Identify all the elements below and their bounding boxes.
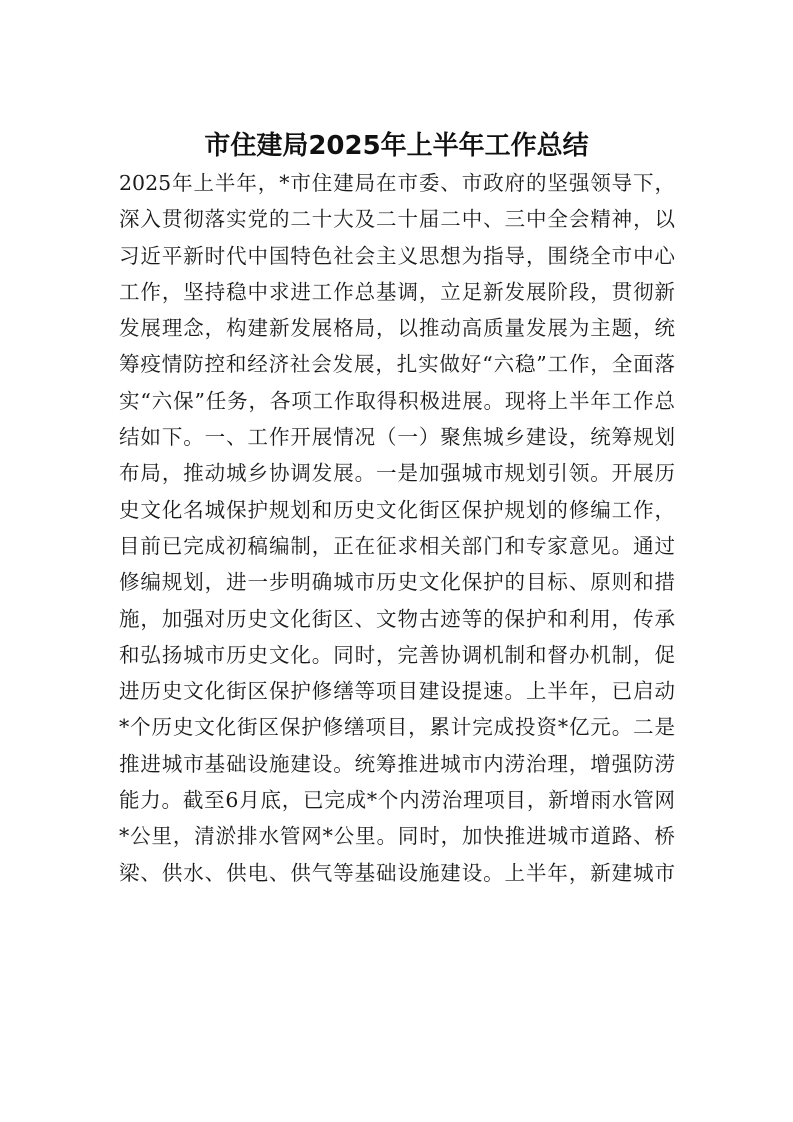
body-line: 结如下。一、工作开展情况（一）聚焦城乡建设，统筹规划 (119, 425, 675, 450)
body-line: 工作，坚持稳中求进工作总基调，立足新发展阶段，贯彻新 (119, 279, 675, 304)
body-line: 推进城市基础设施建设。统筹推进城市内涝治理，增强防涝 (119, 751, 675, 776)
body-line: 修编规划，进一步明确城市历史文化保护的目标、原则和措 (119, 570, 675, 595)
body-line: 深入贯彻落实党的二十大及二十届二中、三中全会精神，以 (119, 207, 675, 232)
body-line: 筹疫情防控和经济社会发展，扎实做好“六稳”工作，全面落 (119, 352, 675, 377)
body-line: 布局，推动城乡协调发展。一是加强城市规划引领。开展历 (119, 461, 675, 486)
body-line: 发展理念，构建新发展格局，以推动高质量发展为主题，统 (119, 316, 675, 341)
body-line: 史文化名城保护规划和历史文化街区保护规划的修编工作， (119, 497, 675, 522)
body-line: 能力。截至6月底，已完成*个内涝治理项目，新增雨水管网 (119, 788, 675, 813)
body-line: 和弘扬城市历史文化。同时，完善协调机制和督办机制，促 (119, 642, 675, 667)
body-line: 习近平新时代中国特色社会主义思想为指导，围绕全市中心 (119, 243, 675, 268)
body-line: 梁、供水、供电、供气等基础设施建设。上半年，新建城市 (119, 860, 675, 885)
body-line: 2025年上半年，*市住建局在市委、市政府的坚强领导下， (119, 171, 675, 195)
body-line: *公里，清淤排水管网*公里。同时，加快推进城市道路、桥 (119, 824, 675, 849)
body-line: 进历史文化街区保护修缮等项目建设提速。上半年，已启动 (119, 679, 675, 704)
document-body (119, 165, 675, 891)
body-line: 施，加强对历史文化街区、文物古迹等的保护和利用，传承 (119, 606, 675, 631)
document-title: 市住建局2025年上半年工作总结 (204, 131, 589, 161)
body-line: 目前已完成初稿编制，正在征求相关部门和专家意见。通过 (119, 533, 675, 558)
body-line: 实“六保”任务，各项工作取得积极进展。现将上半年工作总 (119, 388, 675, 413)
body-line: *个历史文化街区保护修缮项目，累计完成投资*亿元。二是 (119, 715, 675, 740)
